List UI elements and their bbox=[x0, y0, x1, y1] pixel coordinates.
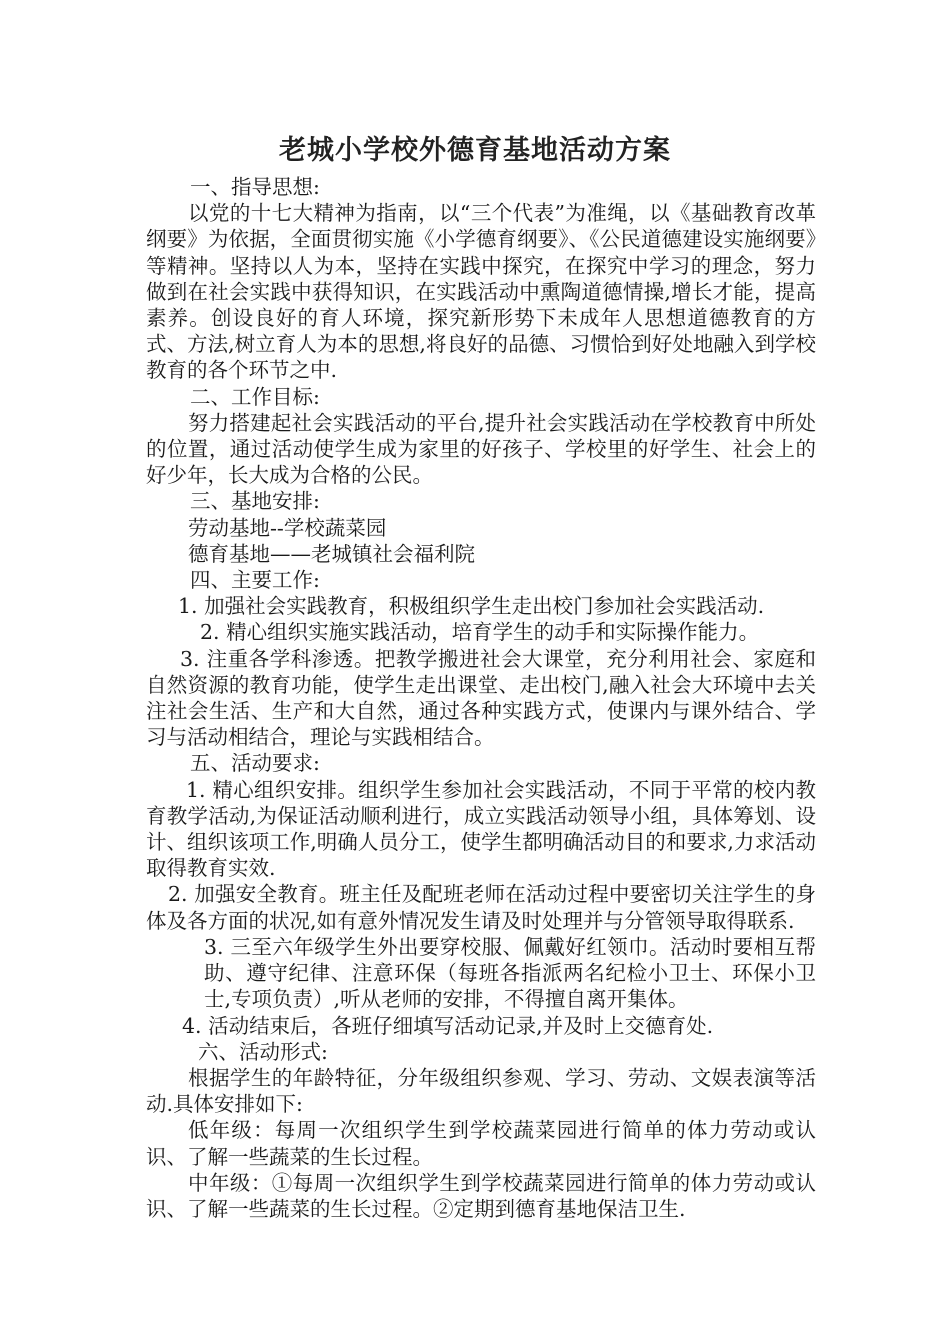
section-heading-guiding-thought: 一、指导思想: bbox=[190, 175, 320, 199]
requirement-item-2: 2. 加强安全教育。班主任及配班老师在活动过程中要密切关注学生的身体及各方面的状况,如有意外情况发生请及时处理并与分管领导取得联系. bbox=[146, 882, 816, 933]
document-body bbox=[146, 174, 816, 1222]
paragraph-activity-forms: 根据学生的年龄特征，分年级组织参观、学习、劳动、文娱表演等活动.具体安排如下: bbox=[146, 1065, 816, 1117]
main-work-item-2: 2. 精心组织实施实践活动，培育学生的动手和实际操作能力。 bbox=[200, 620, 760, 645]
requirement-item-1: 1. 精心组织安排。组织学生参加社会实践活动，不同于平常的校内教育教学活动,为保证活动顺利进行，成立实践活动领导小组，具体筹划、设计、组织该项工作,明确人员分工，使学生都明确活动目的和要求,力求活动取得教育实效. bbox=[146, 777, 816, 881]
paragraph-guiding-thought: 以党的十七大精神为指南，以“三个代表”为准绳，以《基础教育改革纲要》为依据，全面贯彻实施《小学德育纲要》、《公民道德建设实施纲要》等精神。坚持以人为本，坚持在实践中探究，在探究中学习的理念，努力做到在社会实践中获得知识，在实践活动中熏陶道德情操,增长才能，提高素养。创设良好的育人环境，探究新形势下未成年人思想道德教育的方式、方法,树立育人为本的思想,将良好的品德、习惯恰到好处地融入到学校教育的各个环节之中. bbox=[146, 201, 816, 383]
section-heading-activity-requirements: 五、活动要求: bbox=[190, 751, 320, 776]
main-work-item-3: 3. 注重各学科渗透。把教学搬进社会大课堂，充分利用社会、家庭和自然资源的教育功能，使学生走出课堂、走出校门,融入社会大环境中去关注社会生活、生产和大自然，通过各种实践方式，使课内与课外结合、学习与活动相结合，理论与实践相结合。 bbox=[146, 646, 816, 750]
paragraph-lower-grades: 低年级：每周一次组织学生到学校蔬菜园进行简单的体力劳动或认识、了解一些蔬菜的生长过程。 bbox=[146, 1118, 816, 1169]
paragraph-middle-grades: 中年级：①每周一次组织学生到学校蔬菜园进行简单的体力劳动或认识、了解一些蔬菜的生长过程。②定期到德育基地保洁卫生. bbox=[146, 1170, 816, 1221]
document-title: 老城小学校外德育基地活动方案 bbox=[279, 135, 671, 166]
section-heading-work-goals: 二、工作目标: bbox=[190, 384, 320, 409]
section-heading-activity-forms: 六、活动形式: bbox=[198, 1039, 328, 1064]
requirement-item-3: 3. 三至六年级学生外出要穿校服、佩戴好红领巾。活动时要相互帮助、遵守纪律、注意环保（每班各指派两名纪检小卫士、环保小卫士,专项负责）,听从老师的安排，不得擅自离开集体。 bbox=[204, 934, 816, 1012]
labor-base-line: 劳动基地--学校蔬菜园 bbox=[188, 515, 387, 540]
section-heading-main-work: 四、主要工作: bbox=[190, 568, 320, 593]
paragraph-work-goals: 努力搭建起社会实践活动的平台,提升社会实践活动在学校教育中所处的位置，通过活动使学生成为家里的好孩子、学校里的好学生、社会上的好少年，长大成为合格的公民。 bbox=[146, 410, 816, 488]
requirement-item-4: 4. 活动结束后，各班仔细填写活动记录,并及时上交德育处. bbox=[182, 1013, 714, 1038]
moral-base-line: 德育基地——老城镇社会福利院 bbox=[188, 541, 475, 566]
main-work-item-1: 1. 加强社会实践教育，积极组织学生走出校门参加社会实践活动. bbox=[178, 594, 765, 619]
section-heading-base-arrangement: 三、基地安排: bbox=[190, 489, 320, 514]
